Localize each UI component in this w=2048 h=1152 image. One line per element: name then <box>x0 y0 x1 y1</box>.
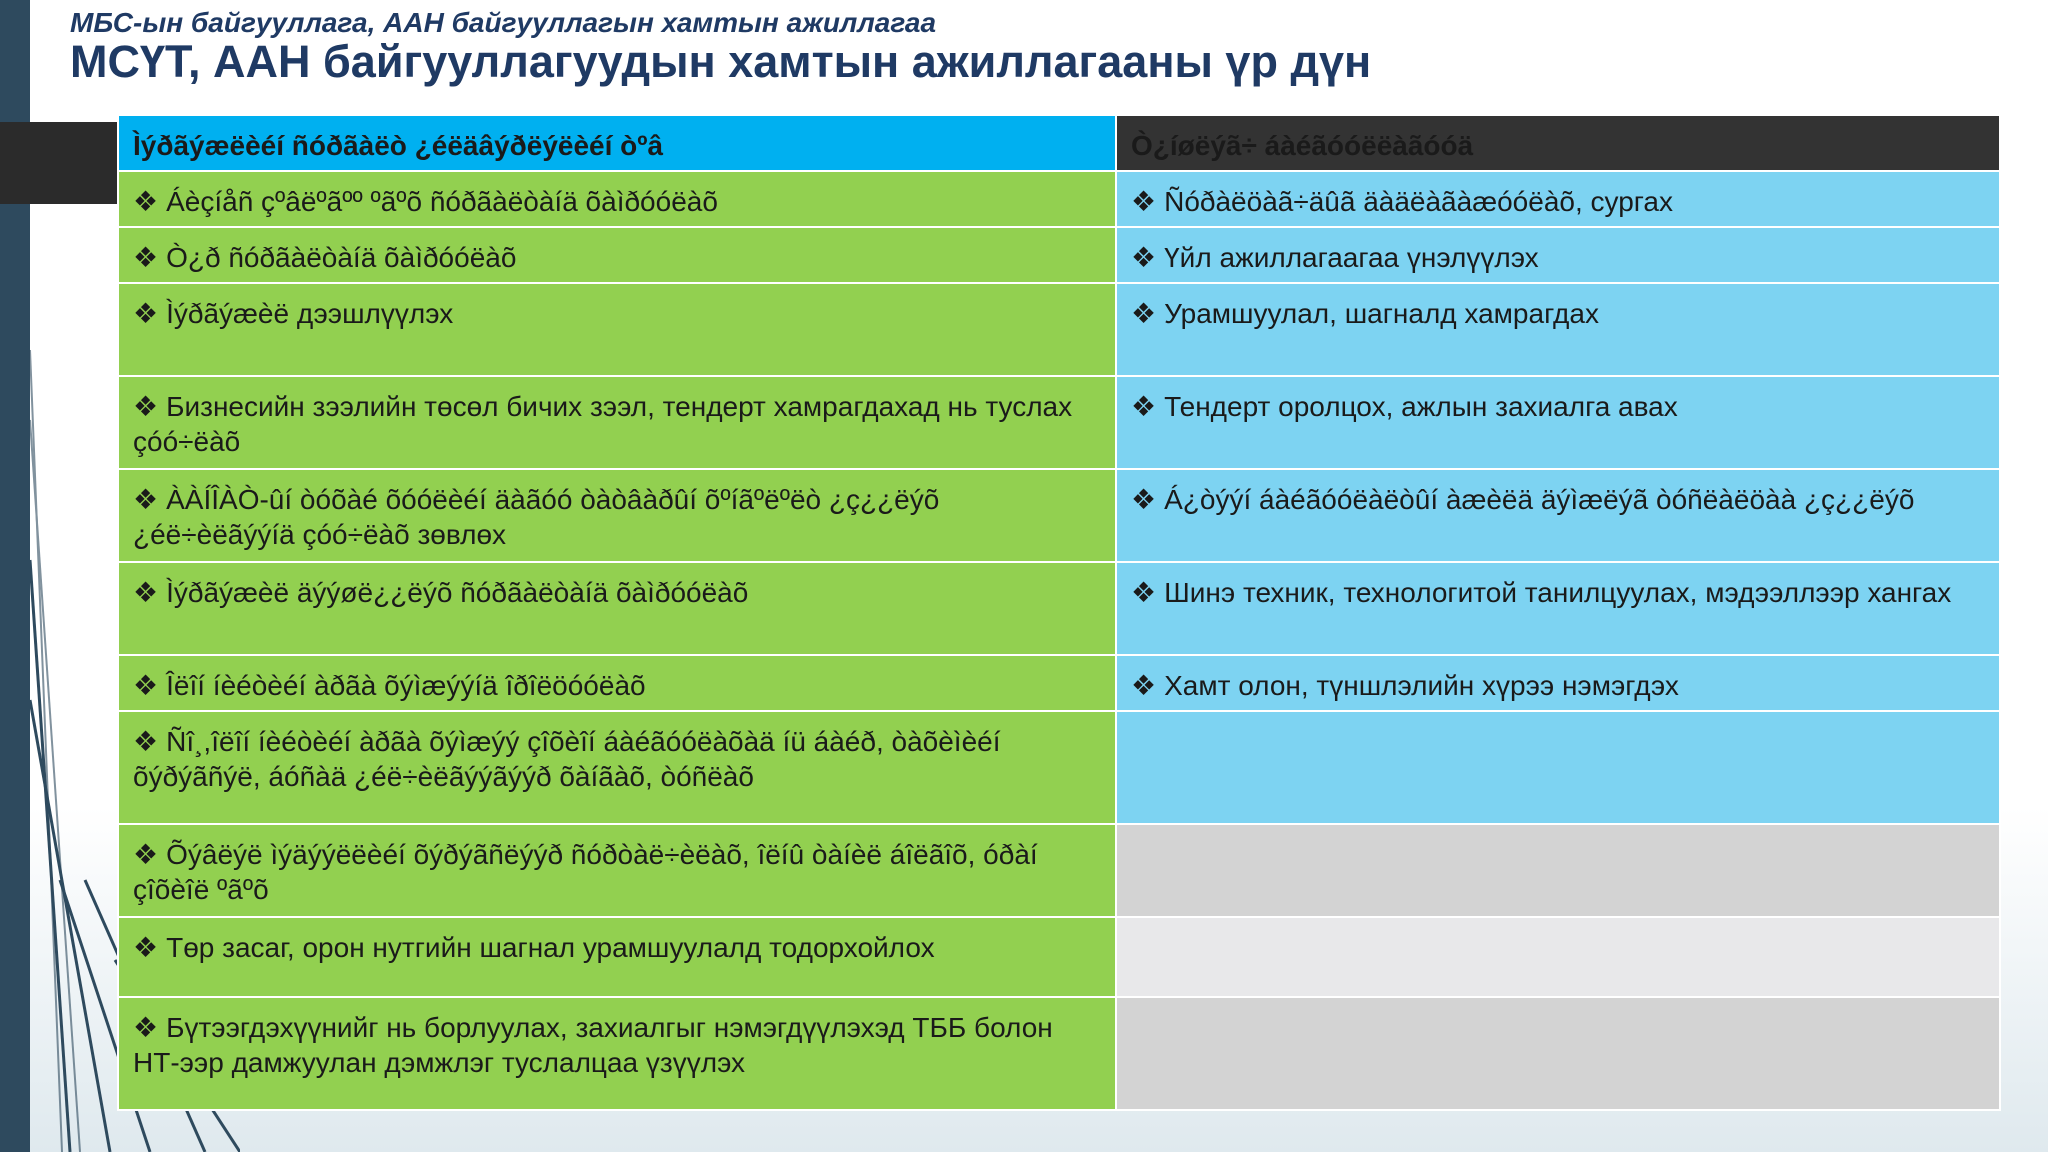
bullet-icon: ❖ <box>1131 186 1157 217</box>
table-cell-left <box>118 227 1116 283</box>
cell-text: Хамт олон, түншлэлийн хүрээ нэмэгдэх <box>1164 670 1679 701</box>
cell-text: Ò¿ð ñóðãàëòàíä õàìðóóëàõ <box>166 242 517 273</box>
table-cell-right <box>1116 376 2000 469</box>
bullet-icon: ❖ <box>133 670 159 701</box>
bullet-icon: ❖ <box>133 484 159 515</box>
bullet-icon: ❖ <box>133 932 159 963</box>
table-row <box>118 655 2000 711</box>
slide-subtitle: МБС-ын байгууллага, ААН байгууллагын хамтын ажиллагаа <box>70 7 937 38</box>
slide-title: МСҮТ, ААН байгууллагуудын хамтын ажиллагааны үр дүн <box>70 36 1372 87</box>
left-dark-block <box>0 122 118 204</box>
table-row <box>118 171 2000 227</box>
slide-header <box>70 6 1371 88</box>
cell-text: Á¿òýýí áàéãóóëàëòûí àæèëä äýìæëýã òóñëàëöàà ¿ç¿¿ëýõ <box>1164 484 1915 515</box>
cell-text: Õýâëýë ìýäýýëëèéí õýðýãñëýýð ñóðòàë÷èëàõ, îëíû òàíèë áîëãîõ, óðàí çîõèîë ºãºõ <box>133 839 1038 905</box>
table-cell-right-empty <box>1116 917 2000 997</box>
cell-text: Шинэ техник, технологитой танилцуулах, мэдээллээр хангах <box>1164 577 1952 608</box>
cell-text: Ìýðãýæèë дээшлүүлэх <box>166 298 454 329</box>
table-cell-left <box>118 171 1116 227</box>
table-row <box>118 824 2000 917</box>
table-cell-left <box>118 655 1116 711</box>
table-cell-left <box>118 824 1116 917</box>
table-cell-left <box>118 997 1116 1110</box>
cell-text: Бүтээгдэхүүнийг нь борлуулах, захиалгыг нэмэгдүүлэхэд ТББ болон НТ-ээр дамжуулан дэмжлэг туслалцаа үзүүлэх <box>133 1012 1053 1078</box>
table-row <box>118 376 2000 469</box>
table-row <box>118 283 2000 376</box>
table-cell-left <box>118 376 1116 469</box>
table-header-left: Ìýðãýæëèéí ñóðãàëò ¿éëäâýðëýëèéí òºâ <box>118 115 1116 171</box>
table-row <box>118 711 2000 824</box>
bullet-icon: ❖ <box>1131 391 1157 422</box>
table-cell-left <box>118 469 1116 562</box>
table-row <box>118 227 2000 283</box>
table-cell-right-empty <box>1116 824 2000 917</box>
bullet-icon: ❖ <box>1131 670 1157 701</box>
table-cell-right <box>1116 469 2000 562</box>
table-cell-right <box>1116 171 2000 227</box>
table-cell-left <box>118 917 1116 997</box>
table-header-right: Ò¿íøëýã÷ áàéãóóëëàãóóä <box>1116 115 2000 171</box>
cell-text: Îëîí íèéòèéí àðãà õýìæýýíä îðîëöóóëàõ <box>166 670 646 701</box>
table-row <box>118 997 2000 1110</box>
table-cell-right <box>1116 562 2000 655</box>
table-header-row <box>118 115 2000 171</box>
cell-text: Ñóðàëöàã÷äûã äàäëàãàæóóëàõ, сургах <box>1164 186 1673 217</box>
bullet-icon: ❖ <box>133 391 159 422</box>
table-row <box>118 469 2000 562</box>
bullet-icon: ❖ <box>1131 484 1157 515</box>
bullet-icon: ❖ <box>1131 242 1157 273</box>
results-table <box>117 114 2001 1111</box>
cell-text: Áèçíåñ çºâëºãºº ºãºõ ñóðãàëòàíä õàìðóóëàõ <box>166 186 718 217</box>
table-row <box>118 562 2000 655</box>
bullet-icon: ❖ <box>1131 577 1157 608</box>
table-cell-right <box>1116 227 2000 283</box>
bullet-icon: ❖ <box>133 298 159 329</box>
cell-text: Тендерт оролцох, ажлын захиалга авах <box>1164 391 1678 422</box>
cell-text: Урамшуулал, шагналд хамрагдах <box>1164 298 1599 329</box>
bullet-icon: ❖ <box>1131 298 1157 329</box>
bullet-icon: ❖ <box>133 1012 159 1043</box>
table-cell-right-empty <box>1116 711 2000 824</box>
cell-text: Үйл ажиллагаагаа үнэлүүлэх <box>1164 242 1539 273</box>
table-cell-right <box>1116 283 2000 376</box>
bullet-icon: ❖ <box>133 577 159 608</box>
table-cell-left <box>118 283 1116 376</box>
bullet-icon: ❖ <box>133 726 159 757</box>
cell-text: Ìýðãýæèë äýýøë¿¿ëýõ ñóðãàëòàíä õàìðóóëàõ <box>166 577 749 608</box>
cell-text: Бизнесийн зээлийн төсөл бичих зээл, тендерт хамрагдахад нь туслах çóó÷ëàõ <box>133 391 1073 457</box>
table-cell-left <box>118 711 1116 824</box>
table-row <box>118 917 2000 997</box>
table-cell-right <box>1116 655 2000 711</box>
cell-text: Ñî¸,îëîí íèéòèéí àðãà õýìæýý çîõèîí áàéãóóëàõàä íü áàéð, òàõèìèéí õýðýãñýë, áóñàä ¿éë÷èëãýýãýýð õàíãàõ, òóñëàõ <box>133 726 1001 792</box>
bullet-icon: ❖ <box>133 839 159 870</box>
cell-text: ÀÀÍÎÀÒ-ûí òóõàé õóóëèéí äàãóó òàòâàðûí õºíãºëºëò ¿ç¿¿ëýõ ¿éë÷èëãýýíä çóó÷ëàõ зөвлөх <box>133 484 940 550</box>
table-cell-right-empty <box>1116 997 2000 1110</box>
bullet-icon: ❖ <box>133 186 159 217</box>
cell-text: Төр засаг, орон нутгийн шагнал урамшуулалд тодорхойлох <box>166 932 935 963</box>
table-cell-left <box>118 562 1116 655</box>
bullet-icon: ❖ <box>133 242 159 273</box>
